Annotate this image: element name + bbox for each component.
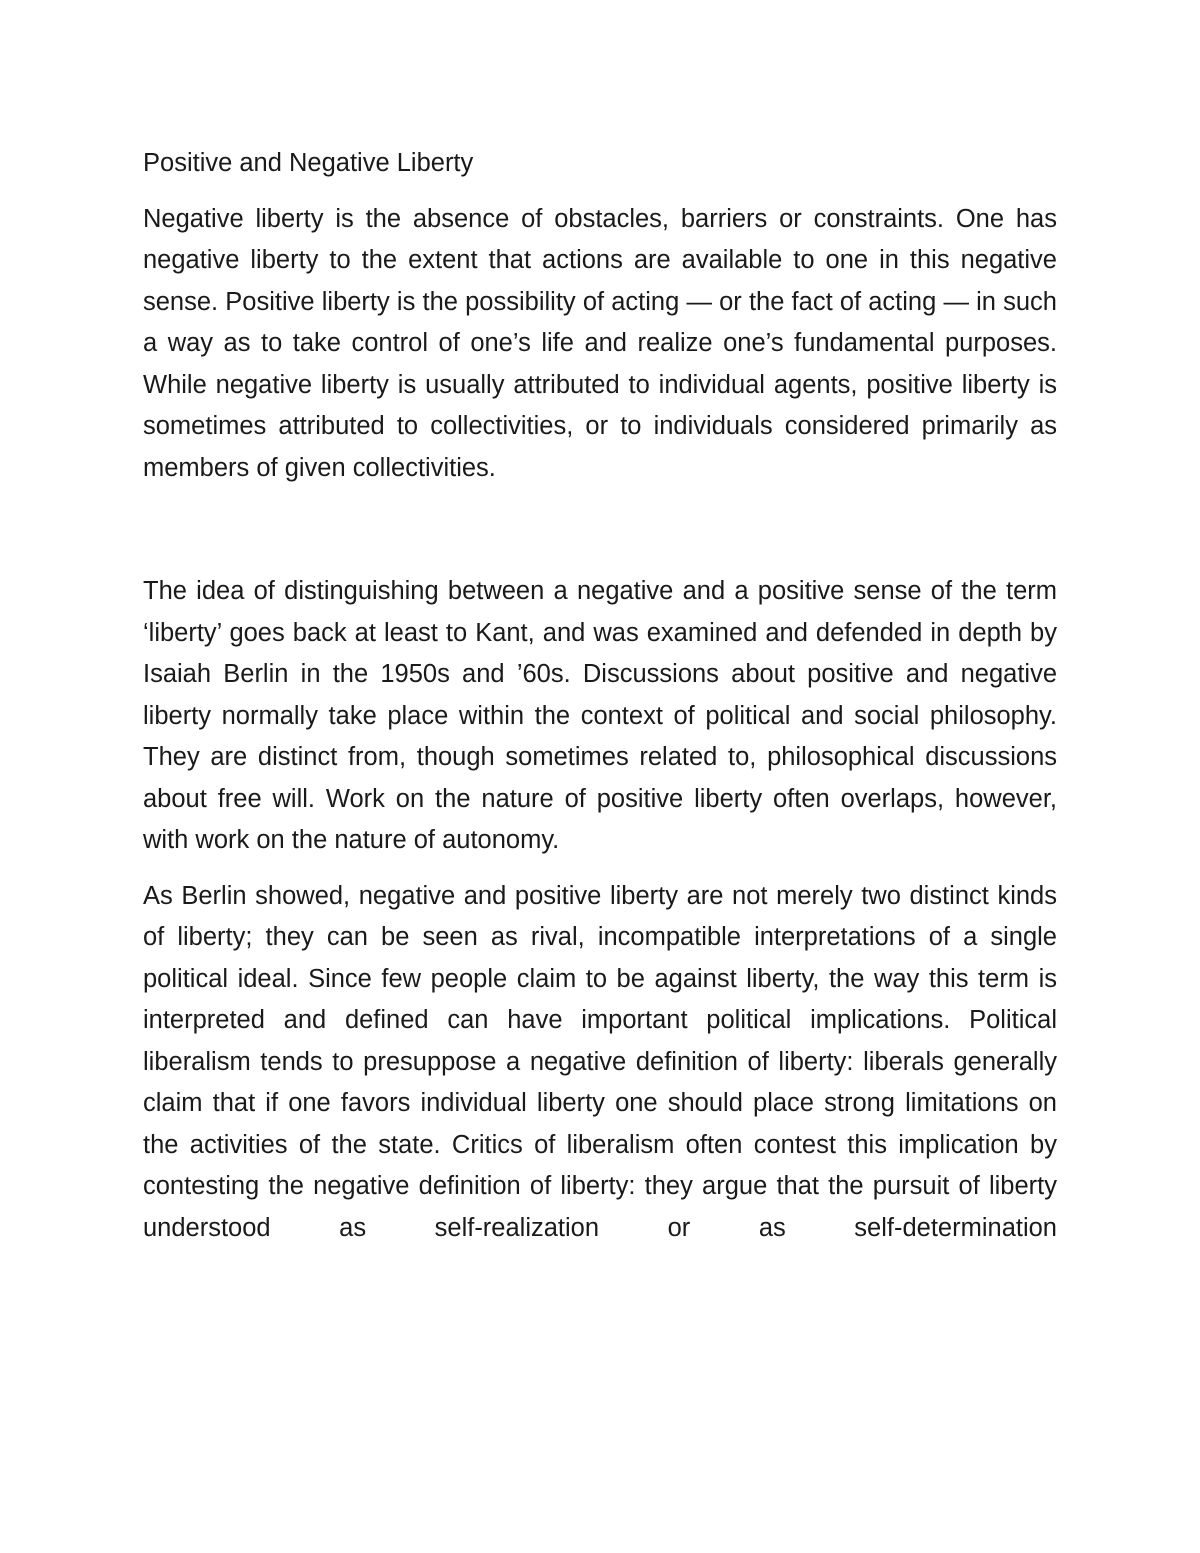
document-title: Positive and Negative Liberty bbox=[143, 149, 474, 177]
paragraph-berlin: As Berlin showed, negative and positive liberty are not merely two distinct kinds of liberty; they can be seen as rival, incompatible interpretations of a single political ideal. Since few people claim to be against liberty, the way this term is interpreted and defined can have important political implications. Political liberalism tends to presuppose a negative definition of liberty: liberals generally claim that if one favors individual liberty one should place strong limitations on the activities of the state. Critics of liberalism often contest this implication by contesting the negative definition of liberty: they argue that the pursuit of liberty understood as self-realization or as self-determination bbox=[143, 881, 1057, 1242]
paragraph-history: The idea of distinguishing between a negative and a positive sense of the term ‘liberty’ goes back at least to Kant, and was examined and defended in depth by Isaiah Berlin in the 1950s and ’60s. Discussions about positive and negative liberty normally take place within the context of political and social philosophy. They are distinct from, though sometimes related to, philosophical discussions about free will. Work on the nature of positive liberty often overlaps, however, with work on the nature of autonomy. bbox=[143, 577, 1057, 854]
paragraph-negative-liberty: Negative liberty is the absence of obstacles, barriers or constraints. One has negative liberty to the extent that actions are available to one in this negative sense. Positive liberty is the possibility of acting — or the fact of acting — in such a way as to take control of one’s life and realize one’s fundamental purposes. While negative liberty is usually attributed to individual agents, positive liberty is sometimes attributed to collectivities, or to individuals considered primarily as members of given collectivities. bbox=[143, 204, 1057, 482]
document-page bbox=[143, 143, 1057, 1249]
